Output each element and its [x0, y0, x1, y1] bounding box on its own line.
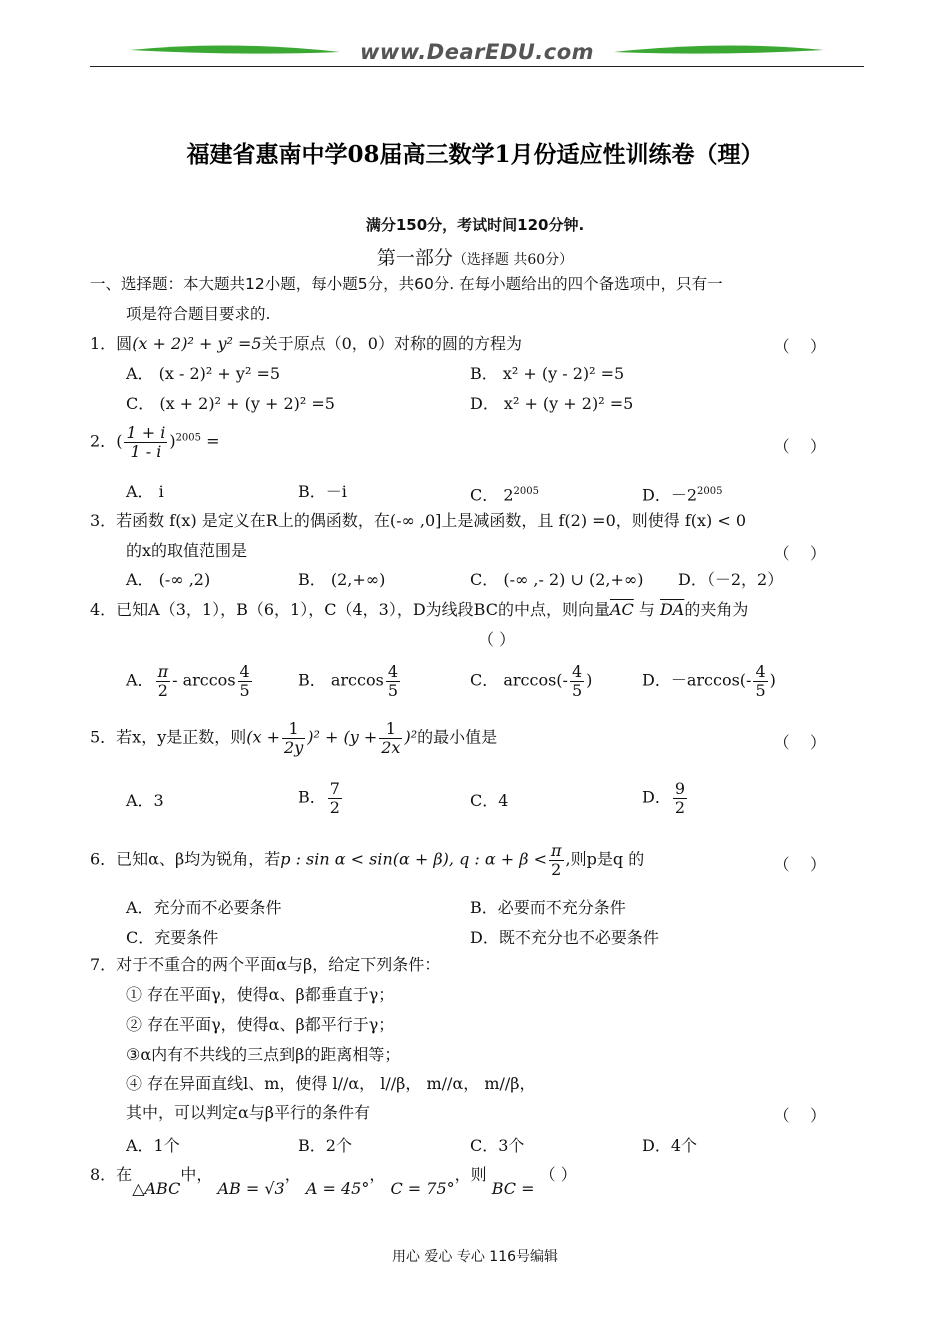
- q3-stem-1: 3．若函数 f(x) 是定义在R上的偶函数，在(-∞ ,0]上是减函数，且 f(2) =0，则使得 f(x) < 0: [90, 511, 747, 530]
- q8-then: ，则: [454, 1165, 487, 1184]
- site-url[interactable]: www.DearEDU.com: [359, 40, 595, 64]
- q7-stem: 7．对于不重合的两个平面α与β，给定下列条件：: [90, 955, 441, 974]
- q4-a-num2: 4: [239, 662, 250, 681]
- q2-answer-paren: （ ）: [773, 437, 826, 456]
- q5-d2: 2x: [381, 737, 401, 757]
- q4-d-num: 4: [755, 662, 766, 681]
- q5-d-frac: [673, 780, 687, 816]
- q5-answer-paren: （ ）: [773, 733, 826, 752]
- q1-option-b: B． x² + (y - 2)² =5: [470, 364, 625, 383]
- q4-d-label: D．－arccos(-: [642, 670, 752, 690]
- q8-stem: [90, 1165, 577, 1198]
- q5-d1: 2y: [284, 737, 304, 757]
- q7-condition-4: ④ 存在异面直线l、m，使得 l//α， l//β， m//α， m//β，: [126, 1074, 536, 1093]
- q4-c-frac: [570, 663, 584, 699]
- q2-option-c-exp: 2005: [513, 486, 539, 497]
- q4-d-den: 5: [755, 680, 766, 700]
- q4-b-num: 4: [387, 662, 398, 681]
- q2-num: 1 + i: [126, 423, 166, 442]
- q5-d-den: 2: [674, 797, 686, 817]
- q4-vector-ac: $\overline{AC}$: [609, 600, 634, 619]
- q7-condition-2: ② 存在平面γ，使得α、β都平行于γ；: [126, 1015, 395, 1034]
- q8-triangle: △ABC: [132, 1179, 181, 1198]
- q5-option-c: C．4: [470, 791, 509, 810]
- q6-frac: [549, 842, 564, 878]
- q4-b-label: B． arccos: [298, 670, 384, 690]
- part-heading: [0, 243, 950, 270]
- q5-option-b: [298, 780, 344, 816]
- q3-option-a: A． (-∞ ,2): [126, 570, 211, 589]
- q4-a-num: π: [157, 662, 169, 681]
- q7-option-a: A．1个: [126, 1136, 180, 1155]
- q4-b-den: 5: [387, 680, 398, 700]
- header-rule: [90, 66, 864, 67]
- q7-option-b: B．2个: [298, 1136, 352, 1155]
- q4-d-close: ): [769, 670, 776, 690]
- q5-stem: [90, 720, 497, 756]
- q5-b-frac: [328, 780, 342, 816]
- q4-answer-paren: （ ）: [478, 630, 516, 649]
- q7-option-c: C．3个: [470, 1136, 525, 1155]
- q4-option-b: [298, 663, 402, 699]
- q4-option-c: [470, 663, 592, 699]
- q5-b-num: 7: [329, 779, 340, 798]
- q4-stem: [90, 600, 748, 620]
- q4-a-frac2: [238, 663, 252, 699]
- q4-mid: 与: [638, 600, 655, 619]
- page-footer: 用心 爱心 专心 116号编辑: [391, 1249, 559, 1265]
- q4-b-frac: [386, 663, 400, 699]
- site-header: [90, 36, 864, 70]
- q6-answer-paren: （ ）: [773, 855, 826, 874]
- q5-n2: 1: [379, 720, 402, 739]
- q6-option-a: A．充分而不必要条件: [126, 898, 282, 917]
- q2-option-c: [470, 482, 539, 505]
- q8-ab: AB = √3: [217, 1179, 285, 1198]
- q3-answer-paren: （ ）: [773, 544, 826, 563]
- q4-option-a: [126, 663, 254, 699]
- q6-option-d: D．既不充分也不必要条件: [470, 928, 659, 947]
- q4-c-num: 4: [571, 662, 583, 681]
- q8-label: 8．在: [90, 1165, 133, 1184]
- q2-den: 1 - i: [130, 441, 162, 461]
- q5-b-den: 2: [329, 797, 340, 817]
- q2-option-d-base: D．－2: [642, 485, 698, 505]
- q7-condition-1: ① 存在平面γ，使得α、β都垂直于γ；: [126, 985, 395, 1004]
- q4-vector-da: $\overline{DA}$: [659, 600, 685, 619]
- q4-c-label: C． arccos(-: [470, 670, 568, 690]
- q4-a-frac1: [156, 663, 171, 699]
- q5-frac1: [282, 720, 305, 756]
- q7-option-d: D．4个: [642, 1136, 698, 1155]
- q1-stem-a: 1．圆: [90, 334, 133, 353]
- q1-stem: [90, 334, 522, 354]
- part-sub: （选择题 共60分）: [452, 252, 574, 268]
- q6-option-b: B．必要而不充分条件: [470, 898, 626, 917]
- q4-c-close: ): [586, 670, 593, 690]
- q4-a-den2: 5: [239, 680, 250, 700]
- q6-stem-a: 6．已知α、β均为锐角，若: [90, 849, 281, 869]
- q2-option-d-exp: 2005: [697, 486, 723, 497]
- q2-option-c-base: C． 2: [470, 485, 514, 505]
- part-main: 第一部分: [376, 247, 453, 269]
- q5-d-num: 9: [674, 779, 686, 798]
- q2-exponent: 2005: [175, 432, 202, 444]
- exam-title: 福建省惠南中学08届高三数学1月份适应性训练卷（理）: [186, 141, 764, 168]
- q3-option-c: C． (-∞ ,- 2) ∪ (2,+∞): [470, 570, 644, 589]
- q1-answer-paren: （ ）: [773, 337, 826, 356]
- q6-num: π: [551, 841, 562, 860]
- q2-label: 2．: [90, 431, 117, 451]
- q5-stem-b: 的最小值是: [417, 727, 498, 747]
- q6-expr: p : sin α < sin(α + β), q : α + β <: [280, 849, 548, 869]
- q8-angle-a: A = 45°: [305, 1179, 370, 1198]
- q5-option-a: A．3: [126, 791, 164, 810]
- q4-a-label: A．: [126, 670, 154, 690]
- q1-equation: (x + 2)² + y² =5: [132, 334, 262, 353]
- q6-option-c: C．充要条件: [126, 928, 219, 947]
- q8-answer-paren: （ ）: [539, 1165, 577, 1184]
- q4-option-d: [642, 663, 776, 699]
- section-instructions-1: 一、选择题：本大题共12小题，每小题5分，共60分. 在每小题给出的四个备选项中，只有一: [90, 275, 723, 293]
- q5-n1: 1: [282, 720, 305, 739]
- q1-option-a: A． (x - 2)² + y² =5: [126, 364, 281, 383]
- q3-stem-2: 的x的取值范围是: [126, 541, 248, 560]
- q2-option-a: A． i: [126, 482, 164, 501]
- q6-den: 2: [551, 859, 562, 879]
- q5-frac2: [379, 720, 402, 756]
- q5-expr-1: (x +: [246, 727, 281, 747]
- q5-expr-3: )²: [404, 727, 418, 747]
- q4-a-arccos: - arccos: [172, 670, 236, 690]
- q1-stem-b: 关于原点（0，0）对称的圆的方程为: [261, 334, 522, 353]
- q2-stem: 2．( $\frac{1 + i}{1 - i}$ )$^{2005}$ =: [90, 423, 220, 461]
- q5-d-label: D．: [642, 787, 671, 807]
- q8-zhong: 中，: [180, 1165, 213, 1184]
- q7-condition-3: ③α内有不共线的三点到β的距离相等；: [126, 1045, 401, 1064]
- q2-fraction: [124, 424, 167, 460]
- q6-stem-b: ,则p是q 的: [565, 849, 645, 869]
- q4-d-frac: [753, 663, 767, 699]
- q5-expr-2: )² + (y +: [307, 727, 378, 747]
- section-instructions-2: 项是符合题目要求的.: [126, 305, 271, 323]
- q2-eq: =: [206, 431, 220, 451]
- q8-bc: BC =: [491, 1179, 535, 1198]
- q4-stem-b: 的夹角为: [684, 600, 749, 619]
- q4-stem-a: 4．已知A（3，1），B（6，1），C（4，3），D为线段BC的中点，则向量: [90, 600, 610, 619]
- q4-c-den: 5: [571, 680, 583, 700]
- q2-option-b: B．－i: [298, 482, 347, 501]
- q5-b-label: B．: [298, 787, 326, 807]
- q8-angle-c: C = 75°: [390, 1179, 455, 1198]
- q3-option-d: D．（－2，2）: [678, 570, 784, 589]
- q8-comma-2: ，: [369, 1165, 386, 1184]
- q7-conclusion: 其中，可以判定α与β平行的条件有: [126, 1103, 371, 1122]
- exam-info: 满分150分，考试时间120分钟.: [365, 216, 585, 234]
- q4-a-den: 2: [157, 680, 168, 700]
- q7-answer-paren: （ ）: [773, 1106, 826, 1125]
- q2-option-d: [642, 482, 722, 505]
- q5-stem-a: 5．若x，y是正数，则: [90, 727, 247, 747]
- q1-option-d: D． x² + (y + 2)² =5: [470, 394, 634, 413]
- q3-option-b: B． (2,+∞): [298, 570, 386, 589]
- q6-stem: [90, 842, 644, 878]
- q5-option-d: [642, 780, 689, 816]
- q1-option-c: C． (x + 2)² + (y + 2)² =5: [126, 394, 335, 413]
- q8-comma-1: ，: [284, 1165, 301, 1184]
